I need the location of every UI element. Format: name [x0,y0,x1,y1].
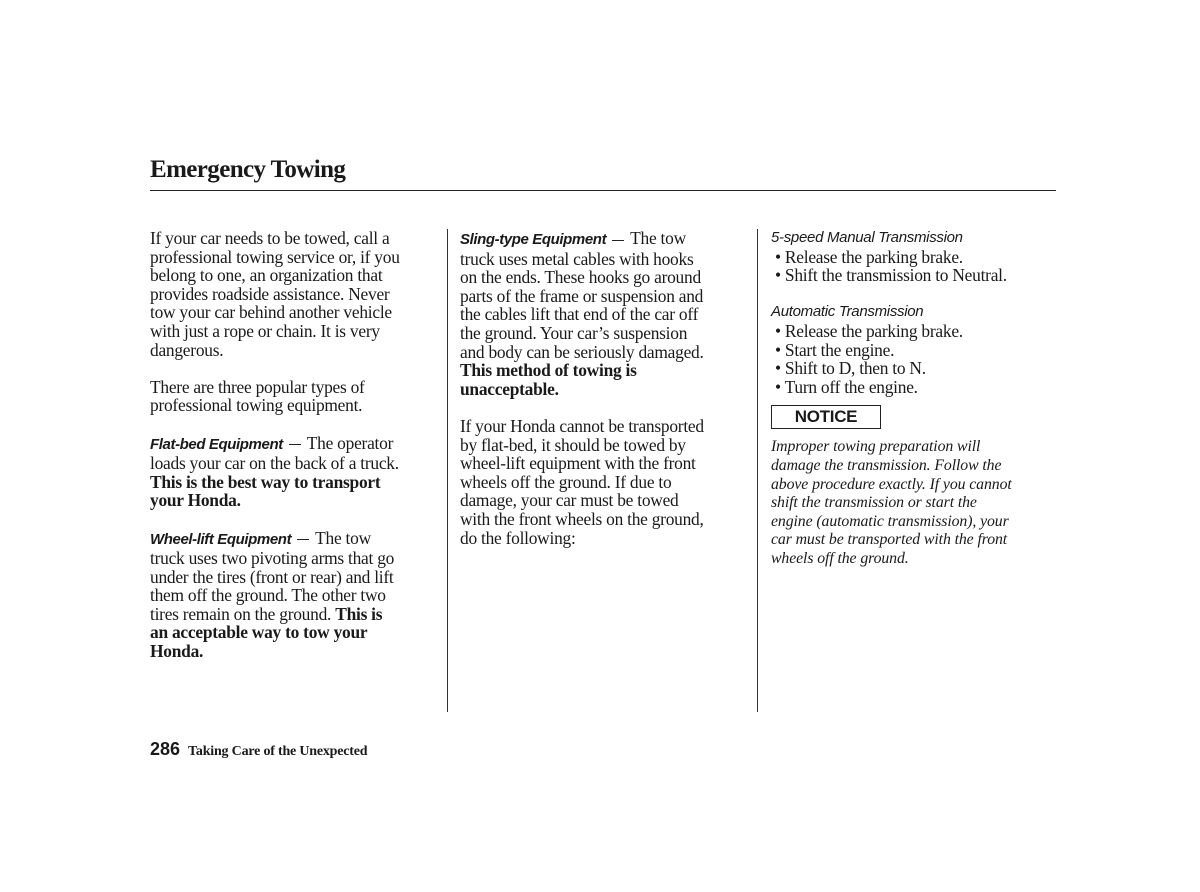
column-divider-1 [447,229,448,712]
honda-towing-paragraph: If your Honda cannot be transported by flat-bed, it should be towed by wheel-lift equipment with the front wheels off the ground. If due to damage, your car must be towed with the front wheels on the ground, do the following: [460,415,704,548]
wheellift-paragraph: Wheel-lift Equipment The tow truck uses two pivoting arms that go under the tires (front or rear) and lift them off the ground. The other two tires remain on the ground. This is an acceptable way to tow your Honda. [150,527,395,662]
em-dash [297,539,309,540]
list-item: • Release the parking brake. [775,320,963,341]
list-item: • Shift the transmission to Neutral. [775,265,1007,286]
flatbed-heading: Flat-bed Equipment [150,435,283,453]
page-title: Emergency Towing [150,156,346,183]
section-name: Taking Care of the Unexpected [188,744,368,759]
em-dash [612,240,624,241]
flatbed-paragraph: Flat-bed Equipment The operator loads your car on the back of a truck. This is the best way to transport your Honda. [150,432,399,511]
list-item: • Release the parking brake. [775,246,963,267]
manual-transmission-heading: 5-speed Manual Transmission [771,229,963,246]
em-dash [289,444,301,445]
towing-types-paragraph: There are three popular types of professional towing equipment. [150,376,365,416]
column-divider-2 [757,229,758,712]
notice-badge: NOTICE [771,405,881,429]
list-item: • Start the engine. [775,339,895,360]
title-rule [150,190,1056,191]
intro-paragraph: If your car needs to be towed, call a professional towing service or, if you belong to one, an organization that provides roadside assistance. Never tow your car behind another vehicle with just a rope or chain. It is very dangerous. [150,228,400,360]
page-number: 286 [150,739,181,759]
manual-transmission-section [771,229,1061,285]
list-item: • Turn off the engine. [775,376,918,397]
notice-text: Improper towing preparation will damage the transmission. Follow the above procedure exactly. If you cannot shift the transmission or start the engine (automatic transmission), your car must be transported with the front wheels off the ground. [771,438,1012,567]
column-right [771,229,1061,569]
sling-heading: Sling-type Equipment [460,231,607,248]
automatic-transmission-section [771,303,1061,396]
column-left [150,229,442,661]
page-footer [150,739,367,760]
automatic-transmission-heading: Automatic Transmission [771,303,924,321]
wheellift-heading: Wheel-lift Equipment [150,530,292,548]
sling-paragraph: Sling-type Equipment The tow truck uses metal cables with hooks on the ends. These hooks go around parts of the frame or suspension and the cables lift that end of the car off the ground. Your car’s suspension and body can be seriously damaged. This method of towing is unacceptable. [460,228,704,399]
column-middle [460,229,752,547]
list-item: • Shift to D, then to N. [775,358,926,379]
